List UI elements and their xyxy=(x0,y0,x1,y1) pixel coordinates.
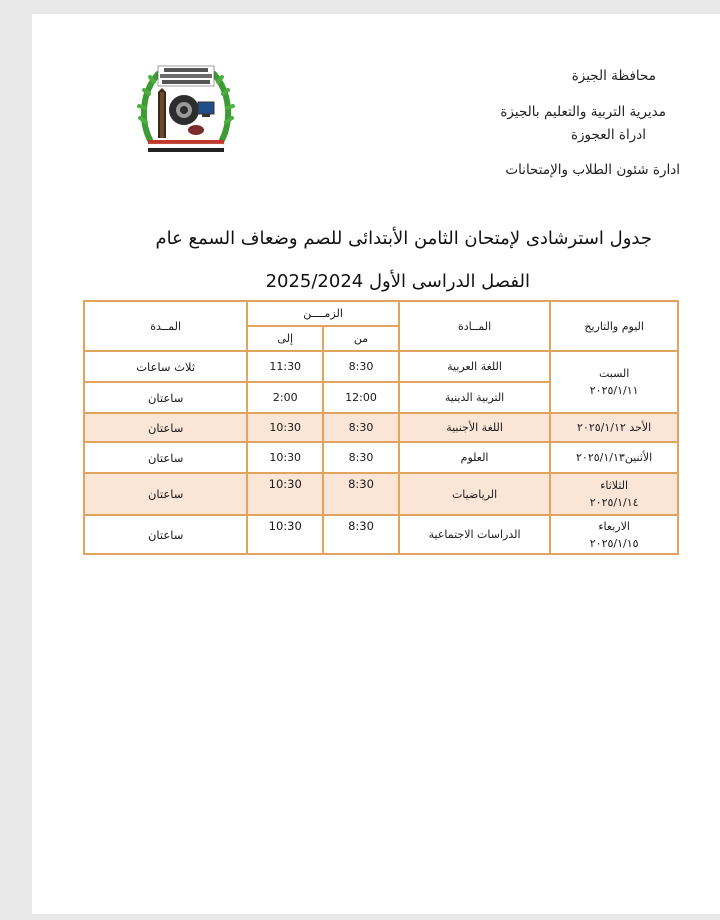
time-to-cell: 10:30 xyxy=(247,442,323,473)
exam-date: ٢٠٢٥/١/١٥ xyxy=(589,536,639,550)
subject-cell: اللغة الأجنبية xyxy=(399,413,550,442)
exam-schedule-table xyxy=(83,300,679,555)
time-to-cell: 10:30 xyxy=(247,413,323,442)
day-name: السبت xyxy=(598,367,630,380)
day-date-cell: الأثنين٢٠٢٥/١/١٣ xyxy=(550,442,678,473)
duration-cell: ساعتان xyxy=(84,413,247,442)
day-date-cell xyxy=(550,473,678,515)
header-to: إلى xyxy=(247,326,323,351)
day-date-cell xyxy=(550,351,678,413)
header-subject: المــادة xyxy=(399,301,550,351)
table-row xyxy=(84,515,678,554)
time-from-cell: 8:30 xyxy=(323,351,399,382)
administration-name: ادراة العجوزة xyxy=(570,127,646,143)
time-from-cell: 8:30 xyxy=(323,442,399,473)
header-day-date: اليوم والتاريخ xyxy=(550,301,678,351)
day-date-cell: الأحد ٢٠٢٥/١/١٢ xyxy=(550,413,678,442)
table-row xyxy=(84,442,678,473)
time-from-cell: 8:30 xyxy=(323,515,399,554)
department-name: ادارة شئون الطلاب والإمتحانات xyxy=(505,162,680,178)
exam-date: ٢٠٢٥/١/١٤ xyxy=(589,496,639,509)
header-from: من xyxy=(323,326,399,351)
exam-date: ٢٠٢٥/١/١١ xyxy=(589,384,639,397)
duration-cell: ساعتان xyxy=(84,382,247,413)
subject-cell: التربية الدينية xyxy=(399,382,550,413)
time-to-cell: 10:30 xyxy=(247,473,323,515)
subject-cell: العلوم xyxy=(399,442,550,473)
duration-cell: ساعتان xyxy=(84,442,247,473)
duration-cell: ساعتان xyxy=(84,515,247,554)
duration-cell: ثلاث ساعات xyxy=(84,351,247,382)
directorate-name: مديرية التربية والتعليم بالجيزة xyxy=(500,104,666,120)
table-header-row xyxy=(84,301,678,326)
time-from-cell: 8:30 xyxy=(323,413,399,442)
governorate-name: محافظة الجيزة xyxy=(571,68,656,84)
table-row xyxy=(84,473,678,515)
header-time: الزمــــن xyxy=(247,301,399,326)
schedule-title: جدول استرشادى لإمتحان الثامن الأبتدائى للصم وضعاف السمع عام xyxy=(155,228,652,249)
day-date-cell xyxy=(550,515,678,554)
subject-cell: الدراسات الاجتماعية xyxy=(399,515,550,554)
time-to-cell: 10:30 xyxy=(247,515,323,554)
day-name: الاربعاء xyxy=(598,519,630,533)
duration-cell: ساعتان xyxy=(84,473,247,515)
table-row xyxy=(84,413,678,442)
time-from-cell: 12:00 xyxy=(323,382,399,413)
time-to-cell: 2:00 xyxy=(247,382,323,413)
table-row xyxy=(84,351,678,382)
giza-education-logo xyxy=(136,62,236,162)
header-duration: المــدة xyxy=(84,301,247,351)
day-name: الثلاثاء xyxy=(600,479,629,492)
time-to-cell: 11:30 xyxy=(247,351,323,382)
subject-cell: اللغة العربية xyxy=(399,351,550,382)
time-from-cell: 8:30 xyxy=(323,473,399,515)
schedule-subtitle: الفصل الدراسى الأول 2025/2024 xyxy=(265,271,530,292)
subject-cell: الرياضيات xyxy=(399,473,550,515)
